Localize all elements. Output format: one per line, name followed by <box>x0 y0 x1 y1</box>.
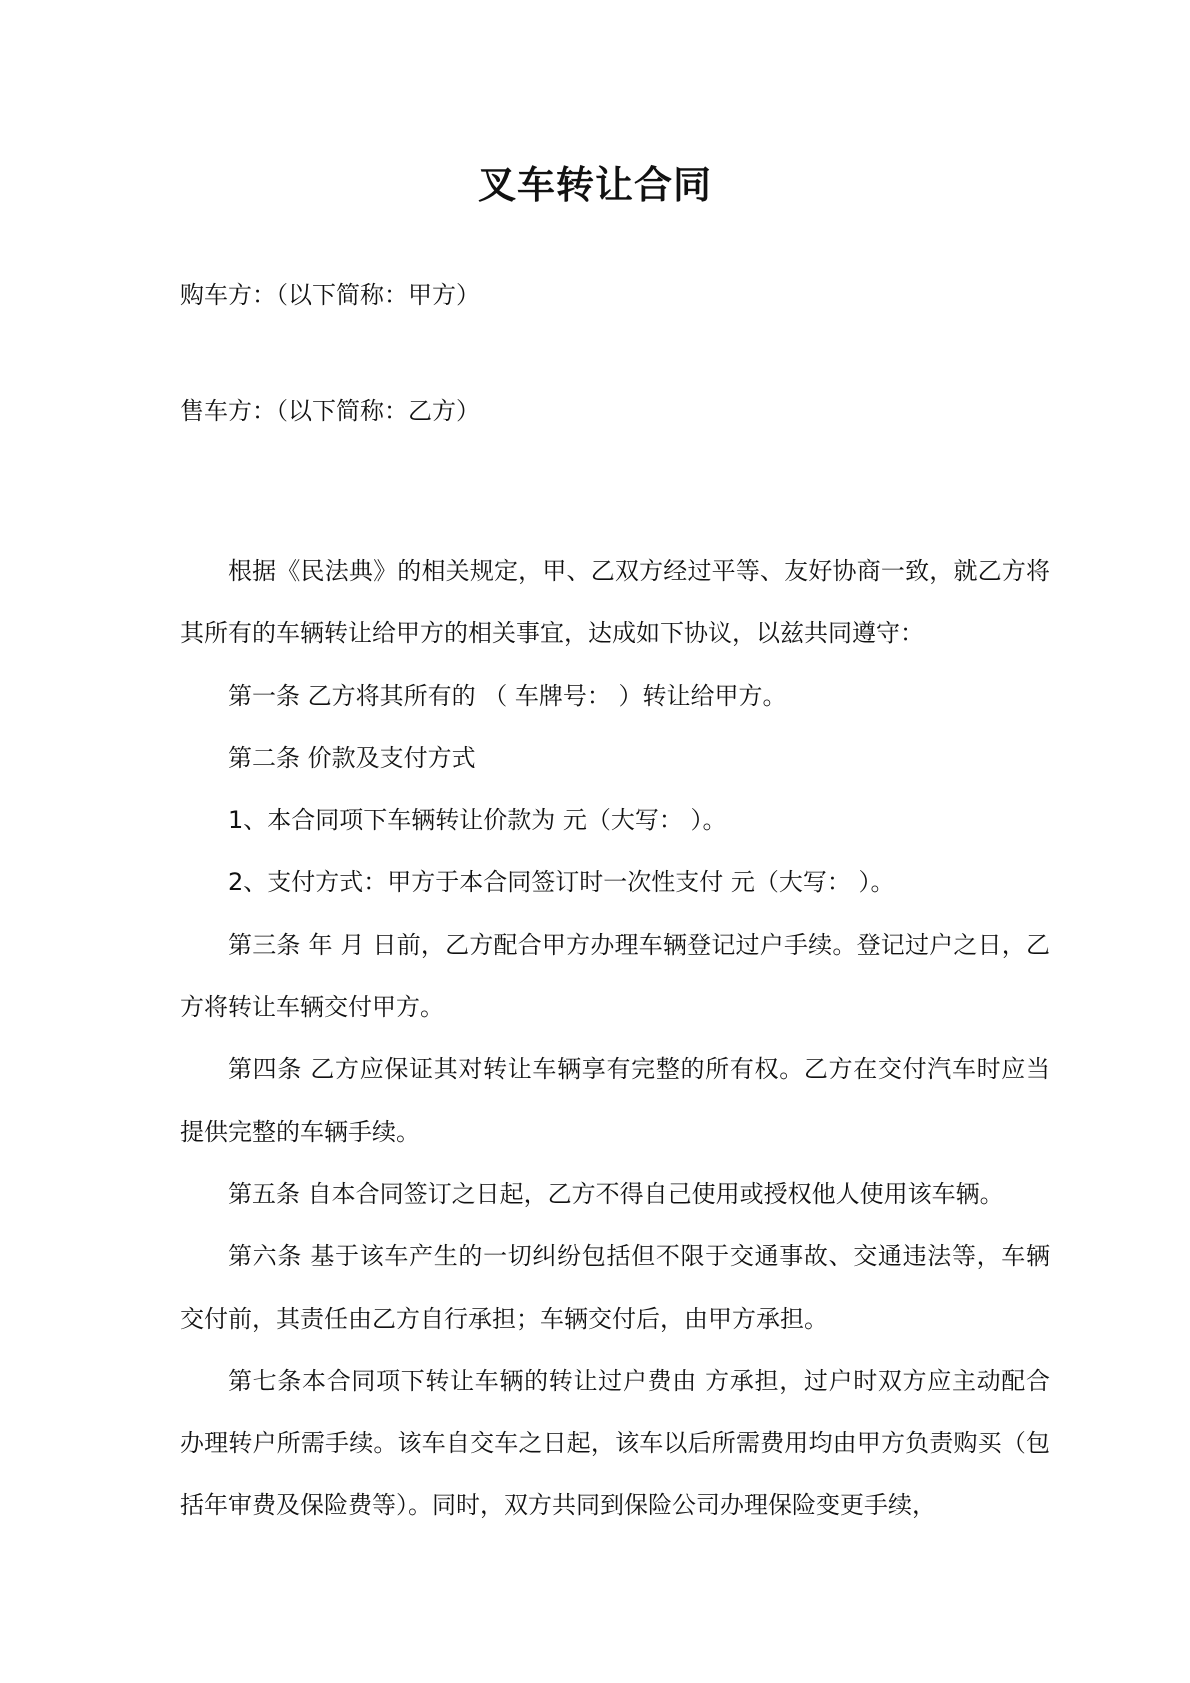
paragraph-article-2: 第二条 价款及支付方式 <box>228 743 476 772</box>
paragraph-article-7: 第七条本合同项下转让车辆的转让过户费由 方承担，过户时双方应主动配合办理转户所需手续。该车自交车之日起，该车以后所需费用均由甲方负责购买（包括年审费及保险费等）。同时，双方共同到保险公司办理保险变更手续， <box>180 1366 1050 1520</box>
document-title: 叉车转让合同 <box>477 163 712 207</box>
buyer-line: 购车方：（以下简称：甲方） <box>180 281 480 309</box>
paragraph-article-1: 第一条 乙方将其所有的 （ 车牌号： ）转让给甲方。 <box>228 681 787 710</box>
paragraph-article-5: 第五条 自本合同签订之日起，乙方不得自己使用或授权他人使用该车辆。 <box>228 1179 1004 1208</box>
contract-body <box>180 540 1050 1537</box>
paragraph-article-4: 第四条 乙方应保证其对转让车辆享有完整的所有权。乙方在交付汽车时应当提供完整的车辆手续。 <box>180 1055 1050 1146</box>
paragraph-article-2-item-1: 1、本合同项下车辆转让价款为 元（大写： ）。 <box>228 806 727 835</box>
paragraph-article-2-item-2: 2、支付方式：甲方于本合同签订时一次性支付 元（大写： ）。 <box>228 868 895 897</box>
paragraph-preamble: 根据《民法典》的相关规定，甲、乙双方经过平等、友好协商一致，就乙方将其所有的车辆转让给甲方的相关事宜，达成如下协议，以兹共同遵守： <box>180 557 1050 648</box>
paragraph-article-6: 第六条 基于该车产生的一切纠纷包括但不限于交通事故、交通违法等，车辆交付前，其责任由乙方自行承担；车辆交付后，由甲方承担。 <box>180 1242 1050 1333</box>
paragraph-article-3: 第三条 年 月 日前，乙方配合甲方办理车辆登记过户手续。登记过户之日，乙方将转让车辆交付甲方。 <box>180 930 1050 1022</box>
seller-line: 售车方：（以下简称：乙方） <box>180 397 480 425</box>
